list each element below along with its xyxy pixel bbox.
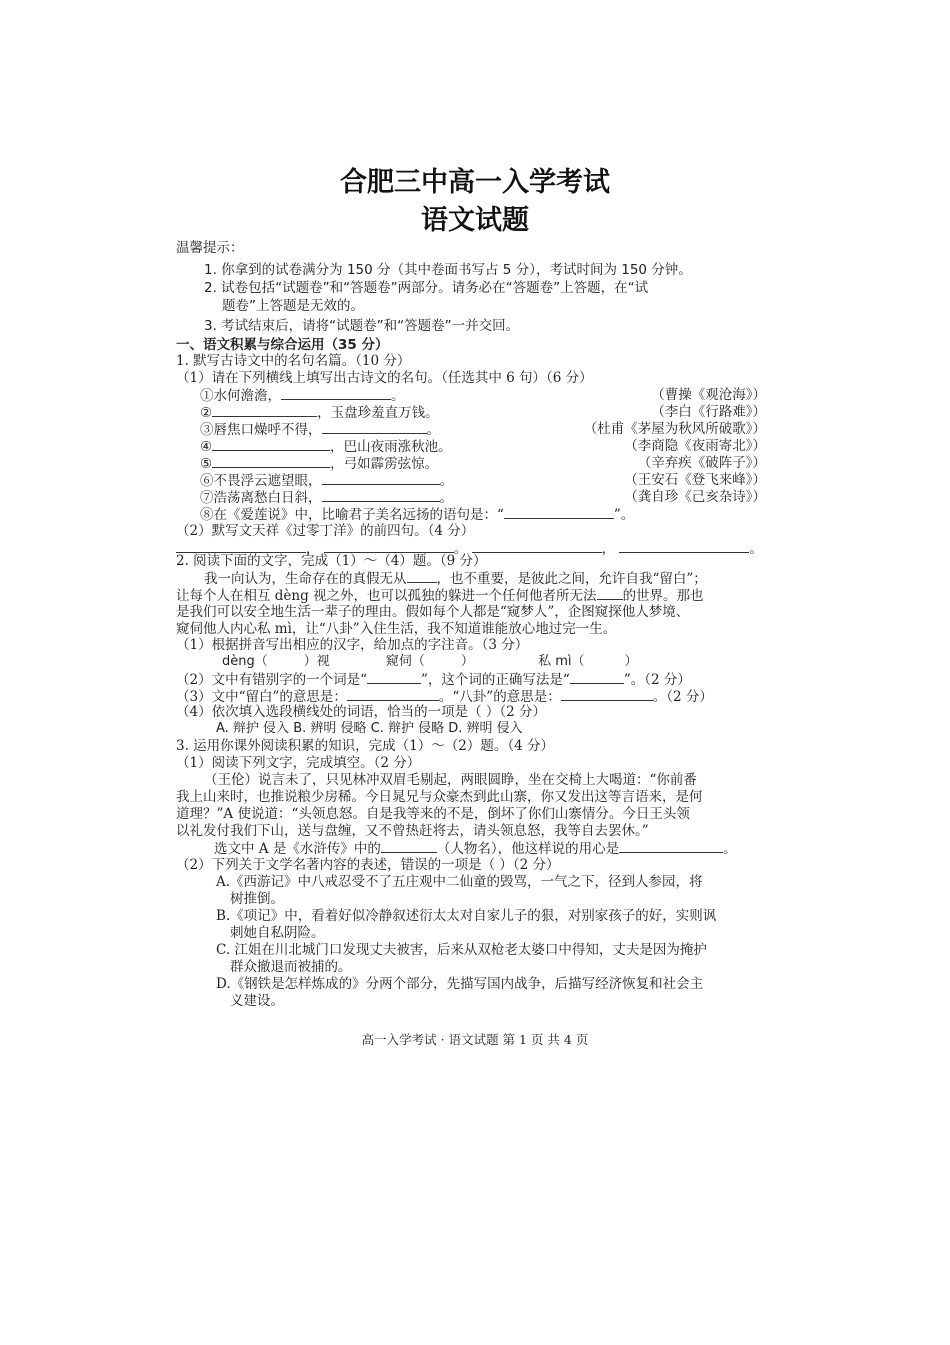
poem-post: ，玉盘珍羞直万钱。	[317, 405, 439, 421]
poem-item-8	[200, 506, 634, 523]
option-line: B.《项记》中，看着好似冷静叙述衍太太对自家儿子的狠，对别家孩子的好，实则讽	[216, 908, 717, 924]
passage-text: ，也不重要，是彼此之间，允许自我“留白”；	[436, 571, 707, 587]
answer-blank[interactable]	[176, 540, 306, 553]
pinyin-item: 窥伺（	[385, 654, 425, 669]
question-3-sub1: （1）阅读下列文字，完成填空。（2 分）	[176, 755, 421, 771]
question-2-sub4: （4）依次填入选段横线处的词语，恰当的一项是（ ）（2 分）	[176, 704, 547, 720]
answer-blank[interactable]	[212, 455, 330, 468]
poem-item-1	[200, 387, 405, 404]
poem-item-6	[200, 472, 453, 489]
answer-line-row: ， 。 ， 。	[176, 540, 763, 557]
poem-post: 。	[426, 422, 440, 438]
answer-blank[interactable]	[212, 438, 330, 451]
answer-blank[interactable]	[561, 688, 653, 701]
poem-source: （曹操《观沧海》）	[651, 387, 766, 403]
passage-line	[176, 587, 704, 604]
poem-source: （李白《行路难》）	[651, 404, 766, 420]
fill-text: 选文中 A 是《水浒传》中的	[214, 841, 381, 857]
answer-blank[interactable]	[619, 540, 749, 553]
poem-pre: ⑥不畏浮云遮望眼，	[200, 473, 322, 489]
poem-post: 。	[439, 473, 453, 489]
poem-source: （李商隐《夜雨寄北》）	[624, 438, 766, 454]
passage-line: （王伦）说言未了，只见林冲双眉毛剔起，两眼圆睁，坐在交椅上大喝道：“你前番	[204, 772, 697, 788]
sub2-text: ”。（2 分）	[623, 672, 691, 688]
answer-blank[interactable]	[407, 570, 437, 583]
poem-pre: ④	[200, 439, 213, 455]
passage-line: 窥伺他人内心私 mì，让“八卦”入住生活，我不知道谁能放心地过完一生。	[176, 621, 617, 637]
option-line: D.《钢铁是怎样炼成的》分两个部分，先描写国内战争，后描写经济恢复和社会主	[216, 976, 704, 992]
question-2-sub1: （1）根据拼音写出相应的汉字，给加点的字注音。（3 分）	[176, 637, 529, 653]
pinyin-item: 私 mì（	[538, 654, 585, 669]
passage-line: 道理？”A 使说道：“头领息怒。自是我等来的不是，倒坏了你们山寨情分。今日王头领	[176, 806, 690, 822]
question-3-fill	[214, 840, 737, 857]
passage-text: 的世界。那也	[622, 588, 704, 604]
notice-item: 2. 试卷包括“试题卷”和“答题卷”两部分。请务必在“答题卷”上答题，在“试	[204, 280, 649, 296]
question-1-part2: （2）默写文天祥《过零丁洋》的前四句。（4 分）	[176, 523, 475, 539]
answer-blank[interactable]	[322, 489, 440, 502]
passage-line	[204, 570, 707, 587]
answer-blank[interactable]	[212, 404, 317, 417]
passage-line: 是我们可以安全地生活一辈子的理由。假如每个人都是“窥梦人”，企图窥探他人梦境、	[176, 604, 690, 620]
poem-source: （王安石《登飞来峰》）	[624, 472, 766, 488]
question-1-part1	[176, 370, 593, 386]
answer-blank[interactable]	[322, 421, 427, 434]
option-line: 刺她自私阴险。	[230, 925, 325, 941]
poem-source: （龚自珍《己亥杂诗》）	[624, 489, 766, 505]
poem-item-7	[200, 489, 453, 506]
sub3-text: 。“八卦”的意思是：	[438, 689, 561, 705]
passage-text: 我一向认为，生命存在的真假无从	[204, 571, 407, 587]
poem-pre: ②	[200, 405, 213, 421]
option-line: 群众撤退而被捕的。	[230, 959, 352, 975]
answer-blank[interactable]	[570, 671, 624, 684]
poem-pre: ①水何澹澹，	[200, 388, 281, 404]
fill-text: （人物名），他这样说的用心是	[436, 841, 620, 857]
poem-item-4	[200, 438, 452, 455]
notice-item: 3. 考试结束后，请将“试题卷”和“答题卷”一并交回。	[204, 318, 520, 334]
sub3-text: （3）文中“留白”的意思是：	[176, 689, 347, 705]
answer-blank[interactable]	[367, 671, 421, 684]
passage-line: 以礼发付我们下山，送与盘缠，又不曾热赶将去，请头领息怒，我等自去罢休。”	[176, 823, 649, 839]
notice-item: 题卷”上答题是无效的。	[222, 298, 364, 314]
question-2-sub3	[176, 688, 713, 705]
pinyin-item: ）	[624, 654, 638, 669]
sub2-text: ”，这个词的正确写法是“	[421, 672, 570, 688]
answer-blank[interactable]	[381, 840, 437, 853]
fill-text: 。	[723, 841, 737, 857]
sub2-text: （2）文中有错别字的一个词是“	[176, 672, 367, 688]
answer-blank[interactable]	[281, 387, 391, 400]
answer-blank[interactable]	[324, 540, 454, 553]
question-2-stem: 2. 阅读下面的文字，完成（1）～（4）题。（9 分）	[176, 553, 487, 569]
part1-text: （1）请在下列横线上填写出古诗文的名句。（任选其中 6 句）（6 分）	[176, 370, 593, 386]
notice-item: 1. 你拿到的试卷满分为 150 分（其中卷面书写占 5 分），考试时间为 150 分钟。	[204, 262, 692, 278]
poem-item-5	[200, 455, 438, 472]
exam-subtitle: 语文试题	[421, 205, 529, 236]
poem-item-2	[200, 404, 439, 421]
poem-pre: ③唇焦口燥呼不得，	[200, 422, 322, 438]
poem-item-3	[200, 421, 440, 438]
answer-blank[interactable]	[347, 688, 439, 701]
notice-heading: 温馨提示：	[176, 240, 244, 256]
poem-post: 。	[391, 388, 405, 404]
page-footer: 高一入学考试 · 语文试题 第 1 页 共 4 页	[361, 1032, 589, 1047]
answer-blank[interactable]	[322, 472, 440, 485]
answer-blank[interactable]	[504, 506, 614, 519]
option-line: 义建设。	[230, 993, 284, 1009]
section-heading: 一、语文积累与综合运用（35 分）	[176, 337, 389, 353]
passage-text: 让每个人在相互 dèng 视之外，也可以孤独的躲进一个任何他者所无法	[176, 588, 597, 604]
question-3-sub2: （2）下列关于文学名著内容的表述，错误的一项是（ ）（2 分）	[176, 857, 560, 873]
exam-title: 合肥三中高一入学考试	[340, 167, 610, 198]
poem-pre: ⑤	[200, 456, 213, 472]
question-3-stem: 3. 运用你课外阅读积累的知识，完成（1）～（2）题。（4 分）	[176, 738, 554, 754]
poem-source: （辛弃疾《破阵子》）	[637, 455, 766, 471]
answer-blank[interactable]	[597, 587, 623, 600]
poem-pre: ⑦浩荡离愁白日斜，	[200, 490, 322, 506]
sub3-text: 。（2 分）	[652, 689, 713, 705]
answer-blank[interactable]	[472, 540, 602, 553]
option-line: 树推倒。	[230, 891, 284, 907]
poem-post: 。	[439, 490, 453, 506]
pinyin-item: ）	[460, 654, 474, 669]
poem-post: ，弓如霹雳弦惊。	[330, 456, 439, 472]
pinyin-row	[222, 654, 638, 670]
question-2-options: A. 辩护 侵入 B. 辨明 侵略 C. 辩护 侵略 D. 辨明 侵入	[216, 721, 523, 736]
option-line: A.《西游记》中八戒忍受不了五庄观中二仙童的毁骂，一气之下，径到人参园，将	[216, 874, 703, 890]
question-1-stem: 1. 默写古诗文中的名句名篇。（10 分）	[176, 353, 411, 369]
poem-pre: ⑧在《爱莲说》中，比喻君子美名远扬的语句是：“	[200, 507, 504, 523]
pinyin-item: ）视	[303, 654, 330, 669]
poem-source: （杜甫《茅屋为秋风所破歌》）	[583, 421, 766, 437]
answer-blank[interactable]	[619, 840, 723, 853]
pinyin-item: dèng（	[222, 654, 268, 669]
question-2-sub2	[176, 671, 691, 688]
poem-post: ”。	[613, 507, 635, 523]
option-line: C. 江姐在川北城门口发现丈夫被害，后来从双枪老太婆口中得知，丈夫是因为掩护	[216, 942, 707, 958]
poem-post: ，巴山夜雨涨秋池。	[330, 439, 452, 455]
passage-line: 我上山来时，也推说粮少房稀。今日晁兄与众豪杰到此山寨，你又发出这等言语来，是何	[176, 789, 703, 805]
